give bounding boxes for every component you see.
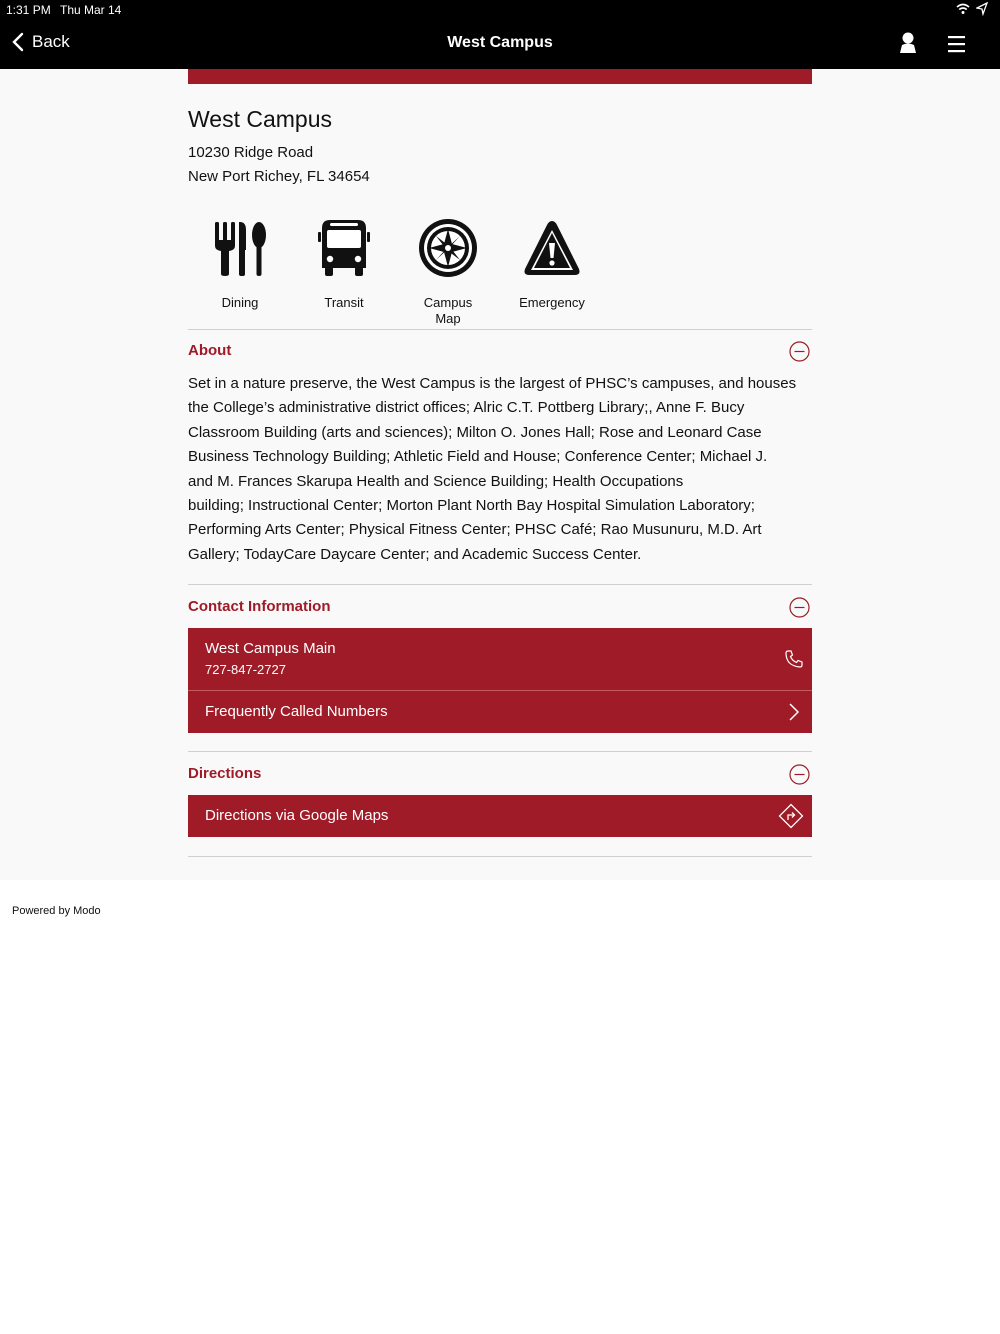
transit-label: Transit (324, 295, 364, 310)
compass-icon (416, 216, 480, 280)
back-label: Back (32, 32, 70, 51)
user-button[interactable] (896, 31, 920, 57)
frequently-called-numbers-link[interactable] (188, 691, 812, 733)
page-title: West Campus (447, 34, 553, 51)
emergency-link[interactable] (500, 210, 604, 311)
divider (188, 856, 812, 857)
campus-map-link[interactable] (396, 210, 500, 327)
google-maps-label: Directions via Google Maps (205, 807, 389, 824)
frequently-called-label: Frequently Called Numbers (205, 703, 388, 720)
divider (188, 751, 812, 752)
emergency-label: Emergency (519, 295, 585, 310)
bus-icon (318, 218, 370, 278)
directions-heading: Directions (188, 765, 262, 782)
status-date: Thu Mar 14 (60, 3, 122, 17)
about-text: Set in a nature preserve, the West Campus is the largest of PHSC’s campuses, and houses the College’s administrative district offices; Alric C.T. Pottberg Library;, Anne F. Bucy Classroom Building (arts and sciences); Milton O. Jones Hall; Rose and Leonard Case Business Technology Building; Athletic Field and House; Conference Center; Michael J. and M. Frances Skarupa Health and Science Building; Health Occupations building; Instructional Center; Morton Plant North Bay Hospital Simulation Laboratory; Performing Arts Center; Physical Fitness Center; PHSC Café; Rao Musunuru, M.D. Art Gallery; TodayCare Daycare Center; and Academic Success Center. (188, 375, 797, 563)
menu-icon (946, 33, 972, 55)
top-banner (188, 69, 812, 84)
user-icon (896, 31, 920, 57)
chevron-left-icon (12, 32, 24, 52)
menu-button[interactable] (946, 33, 972, 55)
campus-map-label: Campus Map (423, 295, 473, 326)
transit-link[interactable] (292, 210, 396, 311)
about-section-header[interactable] (188, 342, 812, 362)
divider (188, 584, 812, 585)
phone-contact-name: West Campus Main (205, 640, 336, 657)
status-bar (0, 0, 1000, 20)
dining-icon (212, 218, 268, 278)
address-line-2: New Port Richey, FL 34654 (188, 168, 370, 185)
back-button[interactable] (12, 32, 70, 52)
powered-by-footer: Powered by Modo (12, 905, 101, 917)
collapse-icon[interactable] (789, 597, 810, 618)
dining-label: Dining (221, 295, 259, 310)
warning-icon (522, 219, 582, 277)
directions-section-header[interactable] (188, 765, 812, 785)
collapse-icon[interactable] (789, 764, 810, 785)
location-icon (976, 2, 988, 16)
about-heading: About (188, 342, 232, 359)
contact-section-header[interactable] (188, 598, 812, 618)
campus-name: West Campus (188, 106, 333, 132)
directions-icon (778, 803, 804, 829)
phone-icon (784, 649, 804, 669)
google-maps-directions-link[interactable] (188, 795, 812, 837)
phone-number: 727-847-2727 (205, 662, 286, 677)
status-time: 1:31 PM (6, 3, 51, 17)
chevron-right-icon (788, 702, 800, 722)
west-campus-main-phone[interactable] (188, 628, 812, 690)
address-line-1: 10230 Ridge Road (188, 144, 314, 161)
contact-heading: Contact Information (188, 598, 331, 615)
wifi-icon (956, 2, 970, 16)
collapse-icon[interactable] (789, 341, 810, 362)
status-icons (956, 2, 988, 16)
navigation-bar (0, 20, 1000, 69)
dining-link[interactable] (188, 210, 292, 311)
divider (188, 329, 812, 330)
